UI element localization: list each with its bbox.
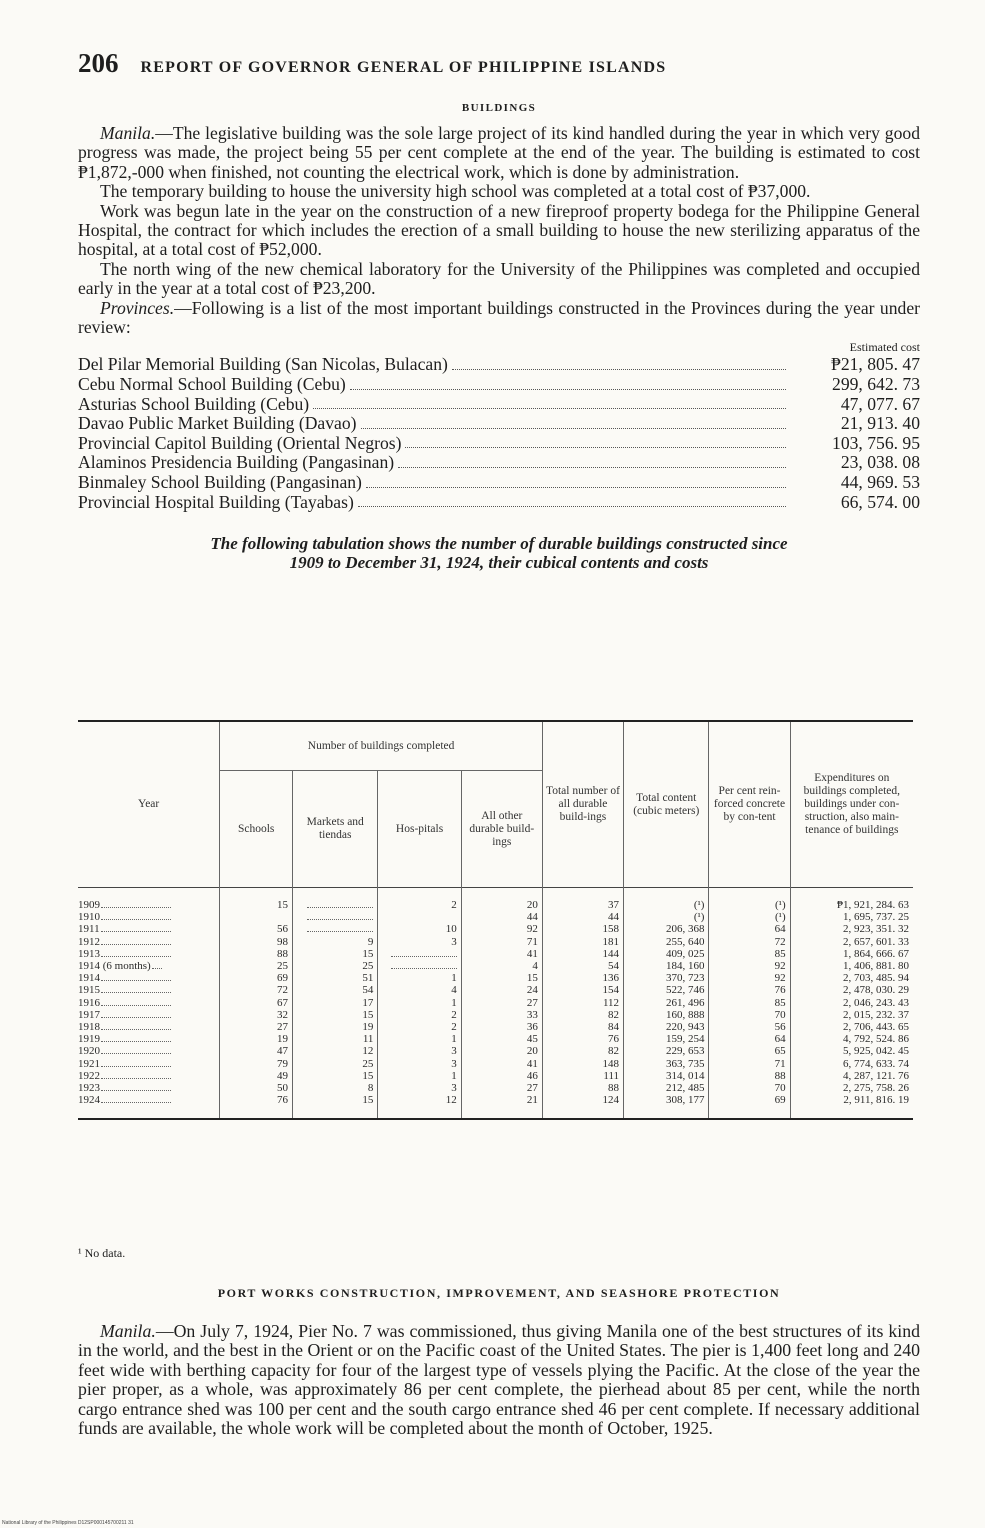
leader-dots <box>101 1066 171 1067</box>
cell-schools: 25 <box>220 960 293 972</box>
cell-markets: 12 <box>293 1045 378 1057</box>
table-row <box>78 923 913 935</box>
cell-year <box>78 1009 220 1021</box>
cell-expenditures: 2, 911, 816. 19 <box>790 1094 913 1119</box>
cell-total-content: 409, 025 <box>624 948 709 960</box>
cell-total-number: 111 <box>542 1070 623 1082</box>
cell-total-number: 154 <box>542 984 623 996</box>
cell-per-cent: (¹) <box>709 888 790 912</box>
cell-schools: 69 <box>220 972 293 984</box>
building-cost: 44, 969. 53 <box>840 472 920 493</box>
year-label: 1914 <box>78 972 100 985</box>
cell-schools: 15 <box>220 888 293 912</box>
leader-dots <box>358 493 786 508</box>
cell-total-content: 255, 640 <box>624 936 709 948</box>
building-name: Cebu Normal School Building (Cebu) <box>78 374 346 395</box>
leader-dots <box>101 1078 171 1079</box>
cell-total-content: 160, 888 <box>624 1009 709 1021</box>
leader-dots <box>101 956 171 957</box>
year-label: 1924 <box>78 1094 100 1107</box>
leader-dots <box>152 968 162 969</box>
cell-other: 46 <box>461 1070 542 1082</box>
leader-dots <box>101 1017 171 1018</box>
cell-schools: 19 <box>220 1033 293 1045</box>
buildings-paragraph <box>78 260 920 299</box>
building-cost: 299, 642. 73 <box>832 374 920 395</box>
building-cost: 103, 756. 95 <box>832 432 920 453</box>
cell-markets: 25 <box>293 960 378 972</box>
cell-expenditures: 2, 706, 443. 65 <box>790 1021 913 1033</box>
building-name: Provincial Capitol Building (Oriental Negros) <box>78 432 402 453</box>
cell-hospitals: 2 <box>378 888 461 912</box>
cell-hospitals: 1 <box>378 1033 461 1045</box>
cell-total-number: 82 <box>542 1009 623 1021</box>
cell-other: 71 <box>461 936 542 948</box>
cell-other: 24 <box>461 984 542 996</box>
cell-expenditures: 1, 695, 737. 25 <box>790 911 913 923</box>
cell-total-content: 212, 485 <box>624 1082 709 1094</box>
header-expenditures: Expenditures on buildings completed, buildings under con-struction, also main-tenance of buildings <box>790 721 913 888</box>
cell-total-content: 261, 496 <box>624 997 709 1009</box>
year-label: 1912 <box>78 935 100 948</box>
leader-dots <box>101 1102 171 1103</box>
header-total-content: Total content (cubic meters) <box>624 721 709 888</box>
table-row <box>78 1021 913 1033</box>
header-other: All other durable build-ings <box>461 771 542 888</box>
table-row <box>78 1009 913 1021</box>
cell-total-content: 314, 014 <box>624 1070 709 1082</box>
cell-total-content: 522, 746 <box>624 984 709 996</box>
cell-year <box>78 1021 220 1033</box>
cell-expenditures: 1, 864, 666. 67 <box>790 948 913 960</box>
leader-dots <box>101 980 171 981</box>
report-title: REPORT OF GOVERNOR GENERAL OF PHILIPPINE ISLANDS <box>140 59 667 76</box>
cell-expenditures: 2, 478, 030. 29 <box>790 984 913 996</box>
cell-expenditures: 6, 774, 633. 74 <box>790 1058 913 1070</box>
page-number: 206 <box>78 48 119 78</box>
building-cost: 47, 077. 67 <box>840 393 920 414</box>
leader-dots <box>101 1053 171 1054</box>
cell-per-cent: 56 <box>709 1021 790 1033</box>
cell-year <box>78 972 220 984</box>
buildings-paragraph <box>78 124 920 182</box>
cell-hospitals: 3 <box>378 936 461 948</box>
cell-year <box>78 997 220 1009</box>
leader-dots <box>101 907 171 908</box>
cell-other: 33 <box>461 1009 542 1021</box>
cell-per-cent: 70 <box>709 1009 790 1021</box>
cell-hospitals: 4 <box>378 984 461 996</box>
cell-markets: 15 <box>293 1009 378 1021</box>
cell-schools: 72 <box>220 984 293 996</box>
cell-expenditures: 4, 792, 524. 86 <box>790 1033 913 1045</box>
year-label: 1921 <box>78 1057 100 1070</box>
cell-total-number: 88 <box>542 1082 623 1094</box>
building-name: Del Pilar Memorial Building (San Nicolas, Bulacan) <box>78 354 448 375</box>
cell-schools: 98 <box>220 936 293 948</box>
cell-per-cent: 71 <box>709 1058 790 1070</box>
table-row <box>78 984 913 996</box>
blank-dots <box>391 968 457 969</box>
building-list-item <box>78 434 920 454</box>
cell-total-number: 82 <box>542 1045 623 1057</box>
table-row <box>78 1045 913 1057</box>
cell-other: 36 <box>461 1021 542 1033</box>
table-caption-line-1: The following tabulation shows the number of durable buildings constructed since <box>210 534 788 554</box>
cell-year <box>78 1070 220 1082</box>
leader-dots <box>101 992 171 993</box>
cell-other: 44 <box>461 911 542 923</box>
leader-dots <box>405 434 786 449</box>
cell-markets: 51 <box>293 972 378 984</box>
cell-markets: 8 <box>293 1082 378 1094</box>
cell-total-number: 124 <box>542 1094 623 1119</box>
cell-other: 41 <box>461 1058 542 1070</box>
table-caption-line-2: 1909 to December 31, 1924, their cubical contents and costs <box>289 553 709 573</box>
cell-year <box>78 984 220 996</box>
running-head <box>78 48 920 88</box>
cell-per-cent: 85 <box>709 948 790 960</box>
paragraph-text: —The legislative building was the sole large project of its kind handled during the year in which very good progress was made, the project being 55 per cent complete at the end of the year. The building is estimated to cost ₱1,872,-000 when finished, not counting the electrical work, which is done by administration. <box>78 123 920 182</box>
cell-markets: 15 <box>293 948 378 960</box>
report-page <box>78 48 920 1439</box>
cell-per-cent: 92 <box>709 972 790 984</box>
year-label: 1909 <box>78 899 100 911</box>
buildings-paragraphs <box>78 124 920 337</box>
cell-expenditures: 4, 287, 121. 76 <box>790 1070 913 1082</box>
cell-total-content: (¹) <box>624 888 709 912</box>
year-label: 1916 <box>78 996 100 1009</box>
year-label: 1919 <box>78 1033 100 1046</box>
blank-dots <box>307 919 373 920</box>
blank-dots <box>307 931 373 932</box>
port-works-paragraph-block <box>78 1322 920 1438</box>
cell-total-number: 76 <box>542 1033 623 1045</box>
leader-dots <box>101 1029 171 1030</box>
cell-year <box>78 923 220 935</box>
cell-expenditures: 2, 703, 485. 94 <box>790 972 913 984</box>
cell-per-cent: 69 <box>709 1094 790 1119</box>
cell-hospitals: 12 <box>378 1094 461 1119</box>
cell-total-content: 363, 735 <box>624 1058 709 1070</box>
building-name: Binmaley School Building (Pangasinan) <box>78 472 362 493</box>
cell-expenditures: 1, 406, 881. 80 <box>790 960 913 972</box>
leader-dots <box>101 1005 171 1006</box>
cell-hospitals <box>378 911 461 923</box>
cell-total-content: 159, 254 <box>624 1033 709 1045</box>
table-row <box>78 936 913 948</box>
cell-markets: 15 <box>293 1070 378 1082</box>
year-label: 1910 <box>78 911 100 924</box>
table-row <box>78 1082 913 1094</box>
cell-markets <box>293 888 378 912</box>
port-works-section-title: PORT WORKS CONSTRUCTION, IMPROVEMENT, AND SEASHORE PROTECTION <box>217 1286 781 1300</box>
cell-per-cent: 70 <box>709 1082 790 1094</box>
cell-year <box>78 1094 220 1119</box>
building-list-item <box>78 453 920 473</box>
cell-total-content: 206, 368 <box>624 923 709 935</box>
header-markets: Markets and tiendas <box>293 771 378 888</box>
year-label: 1923 <box>78 1082 100 1095</box>
cell-hospitals: 3 <box>378 1082 461 1094</box>
building-list-item <box>78 395 920 415</box>
cell-year <box>78 1082 220 1094</box>
table-row <box>78 972 913 984</box>
cell-schools: 49 <box>220 1070 293 1082</box>
cell-schools <box>220 911 293 923</box>
cell-per-cent: (¹) <box>709 911 790 923</box>
blank-dots <box>391 956 457 957</box>
table-row <box>78 948 913 960</box>
cell-year <box>78 911 220 923</box>
header-year: Year <box>138 798 160 810</box>
leader-dots <box>350 375 786 390</box>
building-name: Davao Public Market Building (Davao) <box>78 413 357 434</box>
header-per-cent-concrete: Per cent rein-forced concrete by con-tent <box>709 721 790 888</box>
leader-dots <box>361 414 786 429</box>
cell-other: 15 <box>461 972 542 984</box>
cell-total-number: 112 <box>542 997 623 1009</box>
port-works-paragraph <box>78 1322 920 1438</box>
cell-other: 27 <box>461 997 542 1009</box>
table-row <box>78 1058 913 1070</box>
paragraph-lead: Manila. <box>100 123 156 143</box>
cell-schools: 47 <box>220 1045 293 1057</box>
cell-hospitals: 3 <box>378 1058 461 1070</box>
buildings-paragraph <box>78 299 920 338</box>
table-row <box>78 1033 913 1045</box>
cell-total-number: 84 <box>542 1021 623 1033</box>
header-group-buildings-completed: Number of buildings completed <box>220 721 543 771</box>
leader-dots <box>398 453 786 468</box>
leader-dots <box>452 355 786 370</box>
cell-per-cent: 65 <box>709 1045 790 1057</box>
cell-hospitals <box>378 948 461 960</box>
table-caption <box>78 534 920 572</box>
paragraph-lead: Provinces. <box>100 297 175 318</box>
cell-markets: 9 <box>293 936 378 948</box>
cell-total-content: (¹) <box>624 911 709 923</box>
building-list-item <box>78 473 920 493</box>
building-cost: ₱21, 805. 47 <box>831 354 920 375</box>
buildings-section-title: BUILDINGS <box>461 102 537 114</box>
cell-hospitals: 1 <box>378 997 461 1009</box>
leader-dots <box>101 1041 171 1042</box>
leader-dots <box>101 931 171 932</box>
cell-year <box>78 1058 220 1070</box>
cell-other: 20 <box>461 1045 542 1057</box>
cell-year <box>78 1033 220 1045</box>
year-label: 1918 <box>78 1021 100 1034</box>
cell-schools: 76 <box>220 1094 293 1119</box>
table-row <box>78 888 913 912</box>
cell-year <box>78 1045 220 1057</box>
cell-total-number: 44 <box>542 911 623 923</box>
cell-total-number: 37 <box>542 888 623 912</box>
building-cost: 23, 038. 08 <box>840 452 920 473</box>
cell-total-number: 136 <box>542 972 623 984</box>
provincial-buildings-list <box>78 355 920 512</box>
cell-expenditures: 5, 925, 042. 45 <box>790 1045 913 1057</box>
cell-total-content: 184, 160 <box>624 960 709 972</box>
cell-markets: 17 <box>293 997 378 1009</box>
cell-hospitals: 2 <box>378 1009 461 1021</box>
cell-per-cent: 92 <box>709 960 790 972</box>
table-row <box>78 1070 913 1082</box>
cell-total-content: 220, 943 <box>624 1021 709 1033</box>
cell-markets <box>293 911 378 923</box>
building-list-item <box>78 375 920 395</box>
table-row <box>78 1094 913 1119</box>
estimated-cost-label: Estimated cost <box>849 340 920 355</box>
building-name: Asturias School Building (Cebu) <box>78 393 310 414</box>
year-label: 1917 <box>78 1008 100 1021</box>
cell-hospitals: 2 <box>378 1021 461 1033</box>
paragraph-text: The temporary building to house the university high school was completed at a total cost of ₱37,000. <box>100 181 811 202</box>
year-label: 1920 <box>78 1045 100 1058</box>
cell-other: 20 <box>461 888 542 912</box>
cell-schools: 27 <box>220 1021 293 1033</box>
cell-markets <box>293 923 378 935</box>
year-label: 1922 <box>78 1069 100 1082</box>
buildings-paragraph <box>78 182 920 201</box>
cell-other: 41 <box>461 948 542 960</box>
building-list-item <box>78 355 920 375</box>
cell-total-number: 181 <box>542 936 623 948</box>
building-list-item <box>78 493 920 513</box>
building-cost: 21, 913. 40 <box>840 413 920 434</box>
building-cost: 66, 574. 00 <box>840 491 920 512</box>
cell-year <box>78 960 220 972</box>
table-row <box>78 997 913 1009</box>
cell-hospitals: 1 <box>378 972 461 984</box>
cell-hospitals <box>378 960 461 972</box>
cell-total-content: 370, 723 <box>624 972 709 984</box>
cell-expenditures: 2, 046, 243. 43 <box>790 997 913 1009</box>
table-footnote: ¹ No data. <box>78 1246 126 1260</box>
cell-per-cent: 64 <box>709 1033 790 1045</box>
cell-per-cent: 64 <box>709 923 790 935</box>
cell-other: 21 <box>461 1094 542 1119</box>
cell-per-cent: 85 <box>709 997 790 1009</box>
cell-hospitals: 3 <box>378 1045 461 1057</box>
year-label: 1915 <box>78 984 100 997</box>
cell-expenditures: 2, 657, 601. 33 <box>790 936 913 948</box>
cell-markets: 25 <box>293 1058 378 1070</box>
cell-markets: 19 <box>293 1021 378 1033</box>
cell-total-number: 158 <box>542 923 623 935</box>
year-label: 1914 (6 months) <box>78 960 151 973</box>
cell-other: 27 <box>461 1082 542 1094</box>
port-works-lead: Manila. <box>100 1321 156 1341</box>
year-label: 1911 <box>78 923 100 936</box>
cell-expenditures: 2, 923, 351. 32 <box>790 923 913 935</box>
port-works-text: —On July 7, 1924, Pier No. 7 was commissioned, thus giving Manila one of the best structures of its kind in the world, and the best in the Orient or on the Pacific coast of the United States. The pier is 1,400 feet long and 240 feet wide with berthing capacity for four of the largest type of vessels plying the Pacific. At the close of the year the pier proper, as a whole, was approximately 86 per cent complete, the pierhead about 85 per cent, while the north cargo entrance shed was 100 per cent and the south cargo entrance shed 46 per cent complete. If necessary additional funds are available, the whole work will be completed about the month of October, 1925. <box>78 1321 920 1439</box>
cell-schools: 50 <box>220 1082 293 1094</box>
cell-total-content: 308, 177 <box>624 1094 709 1119</box>
cell-per-cent: 76 <box>709 984 790 996</box>
table-body <box>78 888 913 1120</box>
header-total-number: Total number of all durable build-ings <box>542 721 623 888</box>
cell-markets: 54 <box>293 984 378 996</box>
leader-dots <box>366 473 786 488</box>
library-stamp: National Library of the Philippines D12SP000145700211 31 <box>2 1520 134 1526</box>
cell-schools: 79 <box>220 1058 293 1070</box>
cell-expenditures: 2, 275, 758. 26 <box>790 1082 913 1094</box>
table-row <box>78 911 913 923</box>
cell-year <box>78 936 220 948</box>
cell-schools: 32 <box>220 1009 293 1021</box>
paragraph-text: Work was begun late in the year on the construction of a new fireproof property bodega for the Philippine General Hospital, the contract for which includes the erection of a small building to house the new sterilizing apparatus of the hospital, at a total cost of ₱52,000. <box>78 200 920 260</box>
cell-markets: 15 <box>293 1094 378 1119</box>
cell-per-cent: 72 <box>709 936 790 948</box>
leader-dots <box>101 919 171 920</box>
cell-expenditures: ₱1, 921, 284. 63 <box>790 888 913 912</box>
cell-year <box>78 948 220 960</box>
year-label: 1913 <box>78 947 100 960</box>
leader-dots <box>313 395 786 410</box>
blank-dots <box>307 907 373 908</box>
header-hospitals: Hos-pitals <box>378 771 461 888</box>
durable-buildings-table <box>78 720 913 1120</box>
paragraph-text: The north wing of the new chemical laboratory for the University of the Philippines was completed and occupied early in the year at a total cost of ₱23,200. <box>78 258 920 299</box>
building-list-item <box>78 414 920 434</box>
cell-schools: 88 <box>220 948 293 960</box>
cell-per-cent: 88 <box>709 1070 790 1082</box>
header-schools: Schools <box>220 771 293 888</box>
cell-expenditures: 2, 015, 232. 37 <box>790 1009 913 1021</box>
cell-other: 92 <box>461 923 542 935</box>
cell-total-number: 144 <box>542 948 623 960</box>
cell-other: 45 <box>461 1033 542 1045</box>
cell-total-content: 229, 653 <box>624 1045 709 1057</box>
cell-total-number: 148 <box>542 1058 623 1070</box>
cell-hospitals: 1 <box>378 1070 461 1082</box>
leader-dots <box>101 1090 171 1091</box>
paragraph-text: —Following is a list of the most important buildings constructed in the Provinces during the year under review: <box>78 297 920 338</box>
cell-hospitals: 10 <box>378 923 461 935</box>
building-name: Provincial Hospital Building (Tayabas) <box>78 491 354 512</box>
building-name: Alaminos Presidencia Building (Pangasinan) <box>78 452 395 473</box>
leader-dots <box>101 944 171 945</box>
cell-markets: 11 <box>293 1033 378 1045</box>
buildings-paragraph <box>78 202 920 260</box>
cell-schools: 56 <box>220 923 293 935</box>
table-row <box>78 960 913 972</box>
cell-other: 4 <box>461 960 542 972</box>
cell-total-number: 54 <box>542 960 623 972</box>
cell-year <box>78 888 220 912</box>
cell-schools: 67 <box>220 997 293 1009</box>
